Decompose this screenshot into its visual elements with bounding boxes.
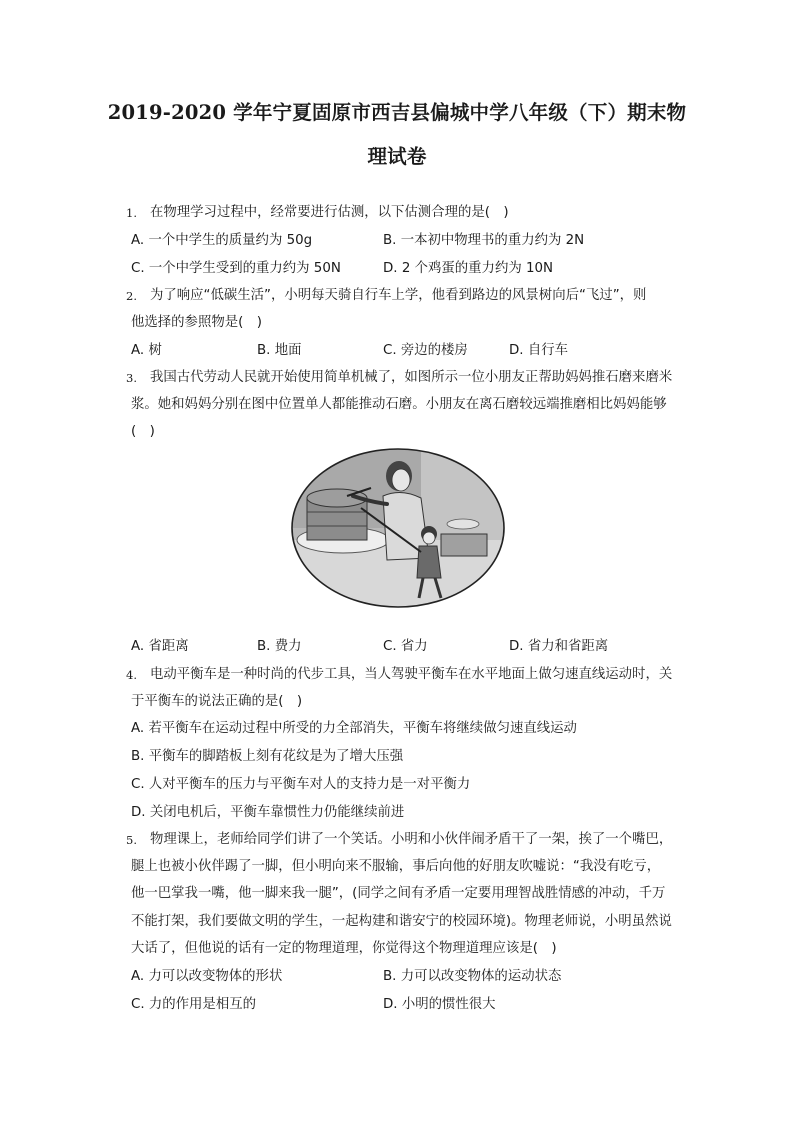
option-b: B. 费力 (257, 639, 302, 654)
question-text: ( ) (131, 424, 155, 439)
question-text: 腿上也被小伙伴踢了一脚，但小明向来不服输，事后向他的好朋友吹嘘说：“我没有吃亏， (131, 859, 661, 874)
option-a: A. 省距离 (131, 639, 189, 654)
exam-title-line-1: 2019-2020 学年宁夏固原市西吉县偏城中学八年级（下）期末物 (107, 101, 687, 124)
option-c: C. 一个中学生受到的重力约为 50N (131, 261, 341, 276)
question-text: 不能打架，我们要做文明的学生，一起构建和谐安宁的校园环境)。物理老师说，小明虽然说 (131, 914, 672, 929)
exam-title-line-2: 理试卷 (367, 145, 427, 168)
question-number: 3. (126, 371, 137, 385)
question-text: 他一巴掌我一嘴，他一脚来我一腿”，(同学之间有矛盾一定要用理智战胜情感的冲动，千万 (131, 886, 666, 901)
question-number: 4. (126, 668, 137, 682)
question-number: 1. (126, 206, 137, 220)
option-a: A. 一个中学生的质量约为 50g (131, 233, 313, 248)
option-d: D. 2 个鸡蛋的重力约为 10N (383, 261, 554, 276)
question-text: 为了响应“低碳生活”，小明每天骑自行车上学，他看到路边的风景树向后“飞过”，则 (150, 288, 647, 303)
question-text: 物理课上，老师给同学们讲了一个笑话。小明和小伙伴闹矛盾干了一架，挨了一个嘴巴， (150, 832, 673, 847)
option-c: C. 力的作用是相互的 (131, 997, 256, 1012)
question-text: 于平衡车的说法正确的是( ) (131, 694, 303, 709)
question-number: 5. (126, 833, 137, 847)
option-a: A. 若平衡车在运动过程中所受的力全部消失，平衡车将继续做匀速直线运动 (131, 721, 577, 736)
option-a: A. 力可以改变物体的形状 (131, 969, 283, 984)
option-d: D. 省力和省距离 (509, 639, 609, 654)
option-c: C. 省力 (383, 639, 428, 654)
option-c: C. 旁边的楼房 (383, 343, 468, 358)
question-text: 大话了，但他说的话有一定的物理道理，你觉得这个物理道理应该是( ) (131, 941, 557, 956)
question-text: 在物理学习过程中，经常要进行估测，以下估测合理的是( ) (150, 205, 509, 220)
option-b: B. 平衡车的脚踏板上刻有花纹是为了增大压强 (131, 749, 404, 764)
question-text: 我国古代劳动人民就开始使用简单机械了，如图所示一位小朋友正帮助妈妈推石磨来磨米 (150, 370, 673, 385)
option-b: B. 一本初中物理书的重力约为 2N (383, 233, 585, 248)
question-text: 电动平衡车是一种时尚的代步工具，当人驾驶平衡车在水平地面上做匀速直线运动时，关 (150, 667, 673, 682)
question-text: 浆。她和妈妈分别在图中位置单人都能推动石磨。小朋友在离石磨较远端推磨相比妈妈能够 (131, 397, 667, 412)
option-d: D. 自行车 (509, 343, 568, 358)
question-number: 2. (126, 289, 137, 303)
option-d: D. 小明的惯性很大 (383, 997, 496, 1012)
option-a: A. 树 (131, 343, 162, 358)
option-d: D. 关闭电机后，平衡车靠惯性力仍能继续前进 (131, 805, 405, 820)
millstone-illustration (291, 448, 505, 608)
option-b: B. 力可以改变物体的运动状态 (383, 969, 562, 984)
question-text: 他选择的参照物是( ) (131, 315, 262, 330)
option-c: C. 人对平衡车的压力与平衡车对人的支持力是一对平衡力 (131, 777, 471, 792)
option-b: B. 地面 (257, 343, 302, 358)
